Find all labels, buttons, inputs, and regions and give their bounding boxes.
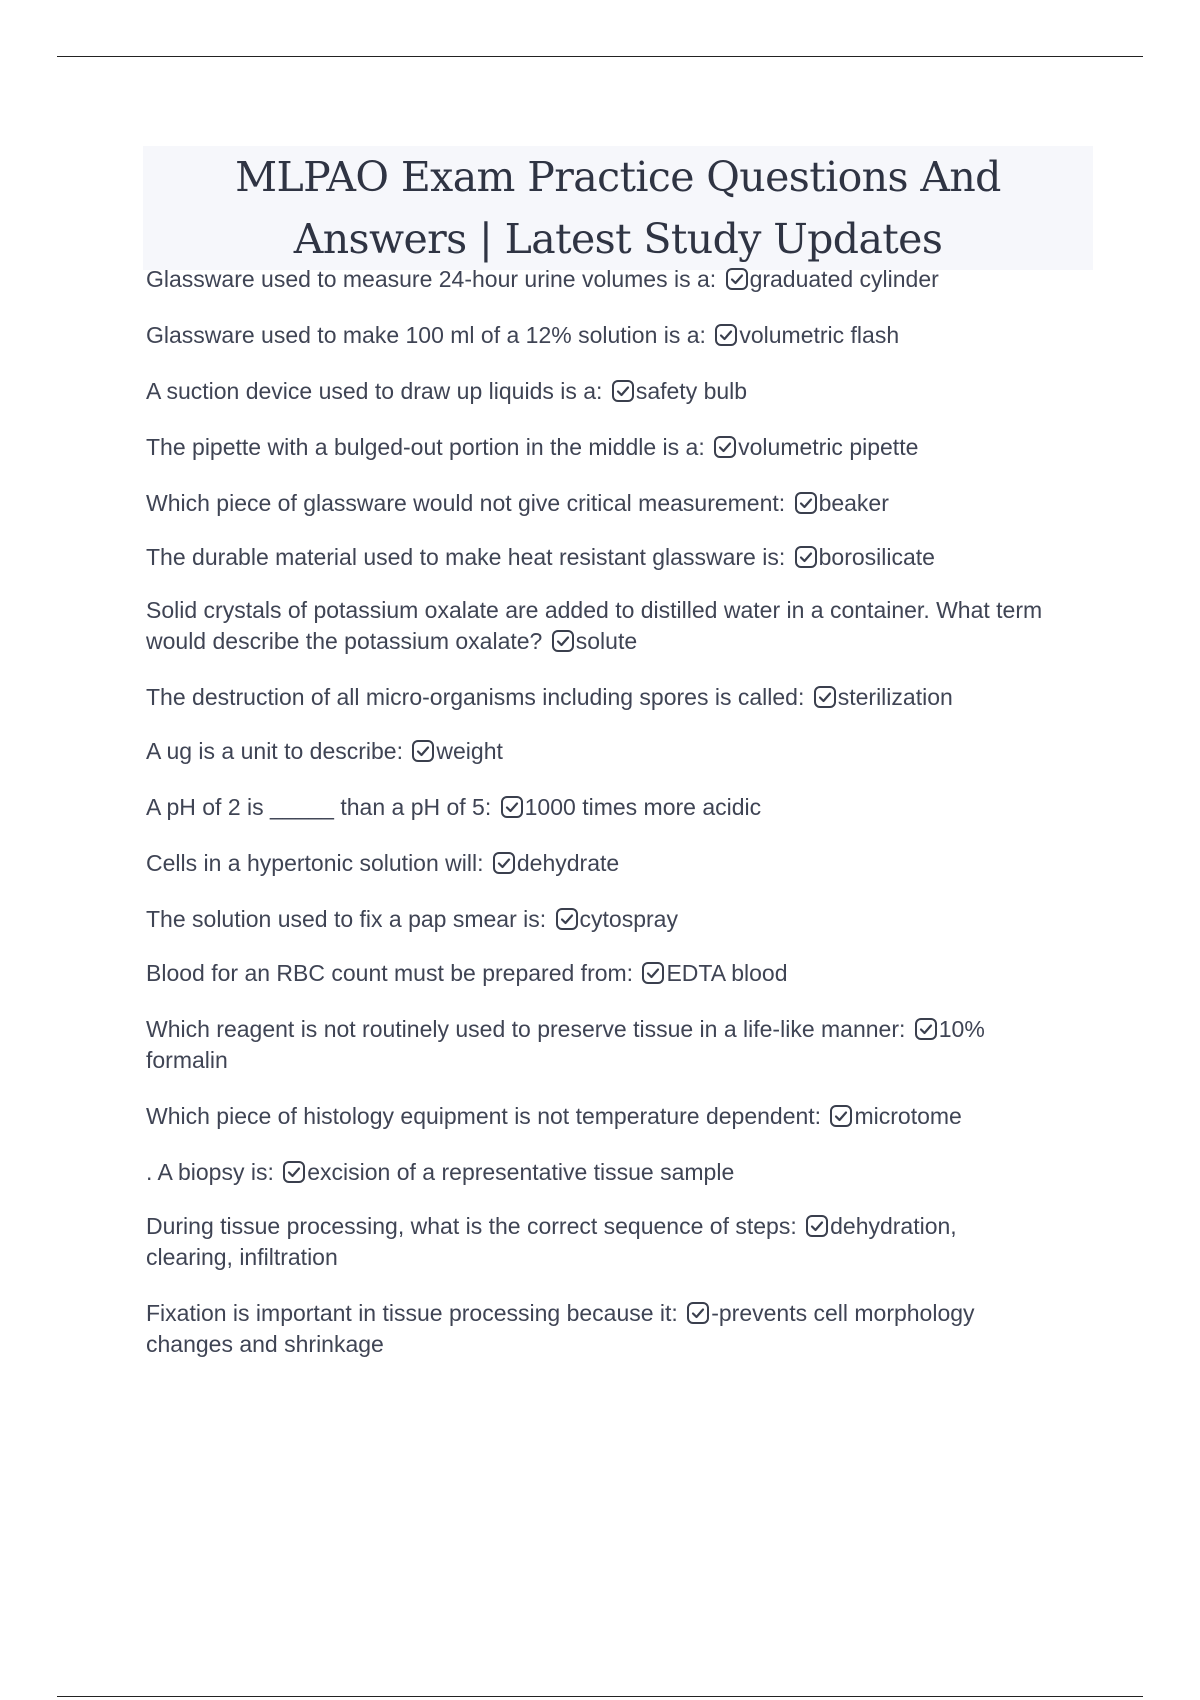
question-text: The durable material used to make heat resistant glassware is: [146, 544, 786, 570]
checkbox-checked-icon [713, 435, 737, 459]
top-rule [57, 56, 1143, 57]
qa-item [146, 488, 1046, 519]
qa-item [146, 1157, 1046, 1188]
answer-text: dehydrate [516, 850, 620, 876]
answer-text: dehydration, clearing, infiltration [146, 1213, 957, 1270]
question-text: . A biopsy is: [146, 1159, 274, 1185]
checkbox-checked-icon [611, 379, 635, 403]
question-text: The solution used to fix a pap smear is: [146, 906, 547, 932]
qa-item [146, 736, 1046, 767]
qa-item [146, 542, 1046, 573]
qa-item [146, 432, 1046, 463]
qa-item [146, 595, 1046, 657]
answer-text: sterilization [837, 684, 953, 710]
checkbox-checked-icon [714, 323, 738, 347]
qa-item [146, 792, 1046, 823]
question-text: Solid crystals of potassium oxalate are added to distilled water in a container. What term would describe the potassium oxalate? [146, 597, 1043, 654]
qa-item [146, 848, 1046, 879]
qa-item [146, 958, 1046, 989]
qa-item [146, 1298, 1046, 1360]
question-text: Fixation is important in tissue processing because it: [146, 1300, 678, 1326]
checkbox-checked-icon [500, 795, 524, 819]
checkbox-checked-icon [492, 851, 516, 875]
answer-text: EDTA blood [666, 960, 788, 986]
qa-item [146, 264, 1046, 295]
checkbox-checked-icon [829, 1104, 853, 1128]
question-text: A pH of 2 is _____ than a pH of 5: [146, 794, 492, 820]
question-text: The destruction of all micro-organisms including spores is called: [146, 684, 805, 710]
answer-text: volumetric flash [739, 322, 900, 348]
answer-text: -prevents cell morphology changes and shrinkage [146, 1300, 975, 1357]
question-text: A ug is a unit to describe: [146, 738, 403, 764]
answer-text: weight [436, 738, 503, 764]
qa-item [146, 1101, 1046, 1132]
qa-item [146, 904, 1046, 935]
question-text: A suction device used to draw up liquids is a: [146, 378, 603, 404]
qa-list [146, 264, 1046, 1384]
checkbox-checked-icon [914, 1017, 938, 1041]
checkbox-checked-icon [641, 961, 665, 985]
qa-item [146, 376, 1046, 407]
question-text: Which piece of histology equipment is not temperature dependent: [146, 1103, 822, 1129]
answer-text: graduated cylinder [749, 266, 939, 292]
answer-text: excision of a representative tissue sample [307, 1159, 735, 1185]
qa-item [146, 1211, 1046, 1273]
answer-text: safety bulb [635, 378, 748, 404]
answer-text: borosilicate [818, 544, 935, 570]
answer-text: volumetric pipette [738, 434, 919, 460]
answer-text: solute [575, 628, 638, 654]
answer-text: cytospray [579, 906, 678, 932]
checkbox-checked-icon [805, 1214, 829, 1238]
checkbox-checked-icon [725, 267, 749, 291]
question-text: Which reagent is not routinely used to preserve tissue in a life-like manner: [146, 1016, 906, 1042]
question-text: Glassware used to measure 24-hour urine volumes is a: [146, 266, 717, 292]
question-text: The pipette with a bulged-out portion in the middle is a: [146, 434, 705, 460]
question-text: Which piece of glassware would not give critical measurement: [146, 490, 786, 516]
checkbox-checked-icon [794, 491, 818, 515]
checkbox-checked-icon [411, 739, 435, 763]
checkbox-checked-icon [555, 907, 579, 931]
bottom-rule [57, 1696, 1143, 1697]
question-text: Blood for an RBC count must be prepared from: [146, 960, 634, 986]
checkbox-checked-icon [794, 545, 818, 569]
answer-text: 1000 times more acidic [524, 794, 762, 820]
answer-text: beaker [818, 490, 889, 516]
checkbox-checked-icon [551, 629, 575, 653]
answer-text: microtome [854, 1103, 962, 1129]
checkbox-checked-icon [813, 685, 837, 709]
qa-item [146, 682, 1046, 713]
question-text: Glassware used to make 100 ml of a 12% solution is a: [146, 322, 706, 348]
qa-item [146, 1014, 1046, 1076]
question-text: During tissue processing, what is the correct sequence of steps: [146, 1213, 797, 1239]
qa-item [146, 320, 1046, 351]
question-text: Cells in a hypertonic solution will: [146, 850, 484, 876]
checkbox-checked-icon [282, 1160, 306, 1184]
checkbox-checked-icon [686, 1301, 710, 1325]
answer-text: 10% formalin [146, 1016, 985, 1073]
page-title: MLPAO Exam Practice Questions And Answers | Latest Study Updates [143, 146, 1093, 270]
